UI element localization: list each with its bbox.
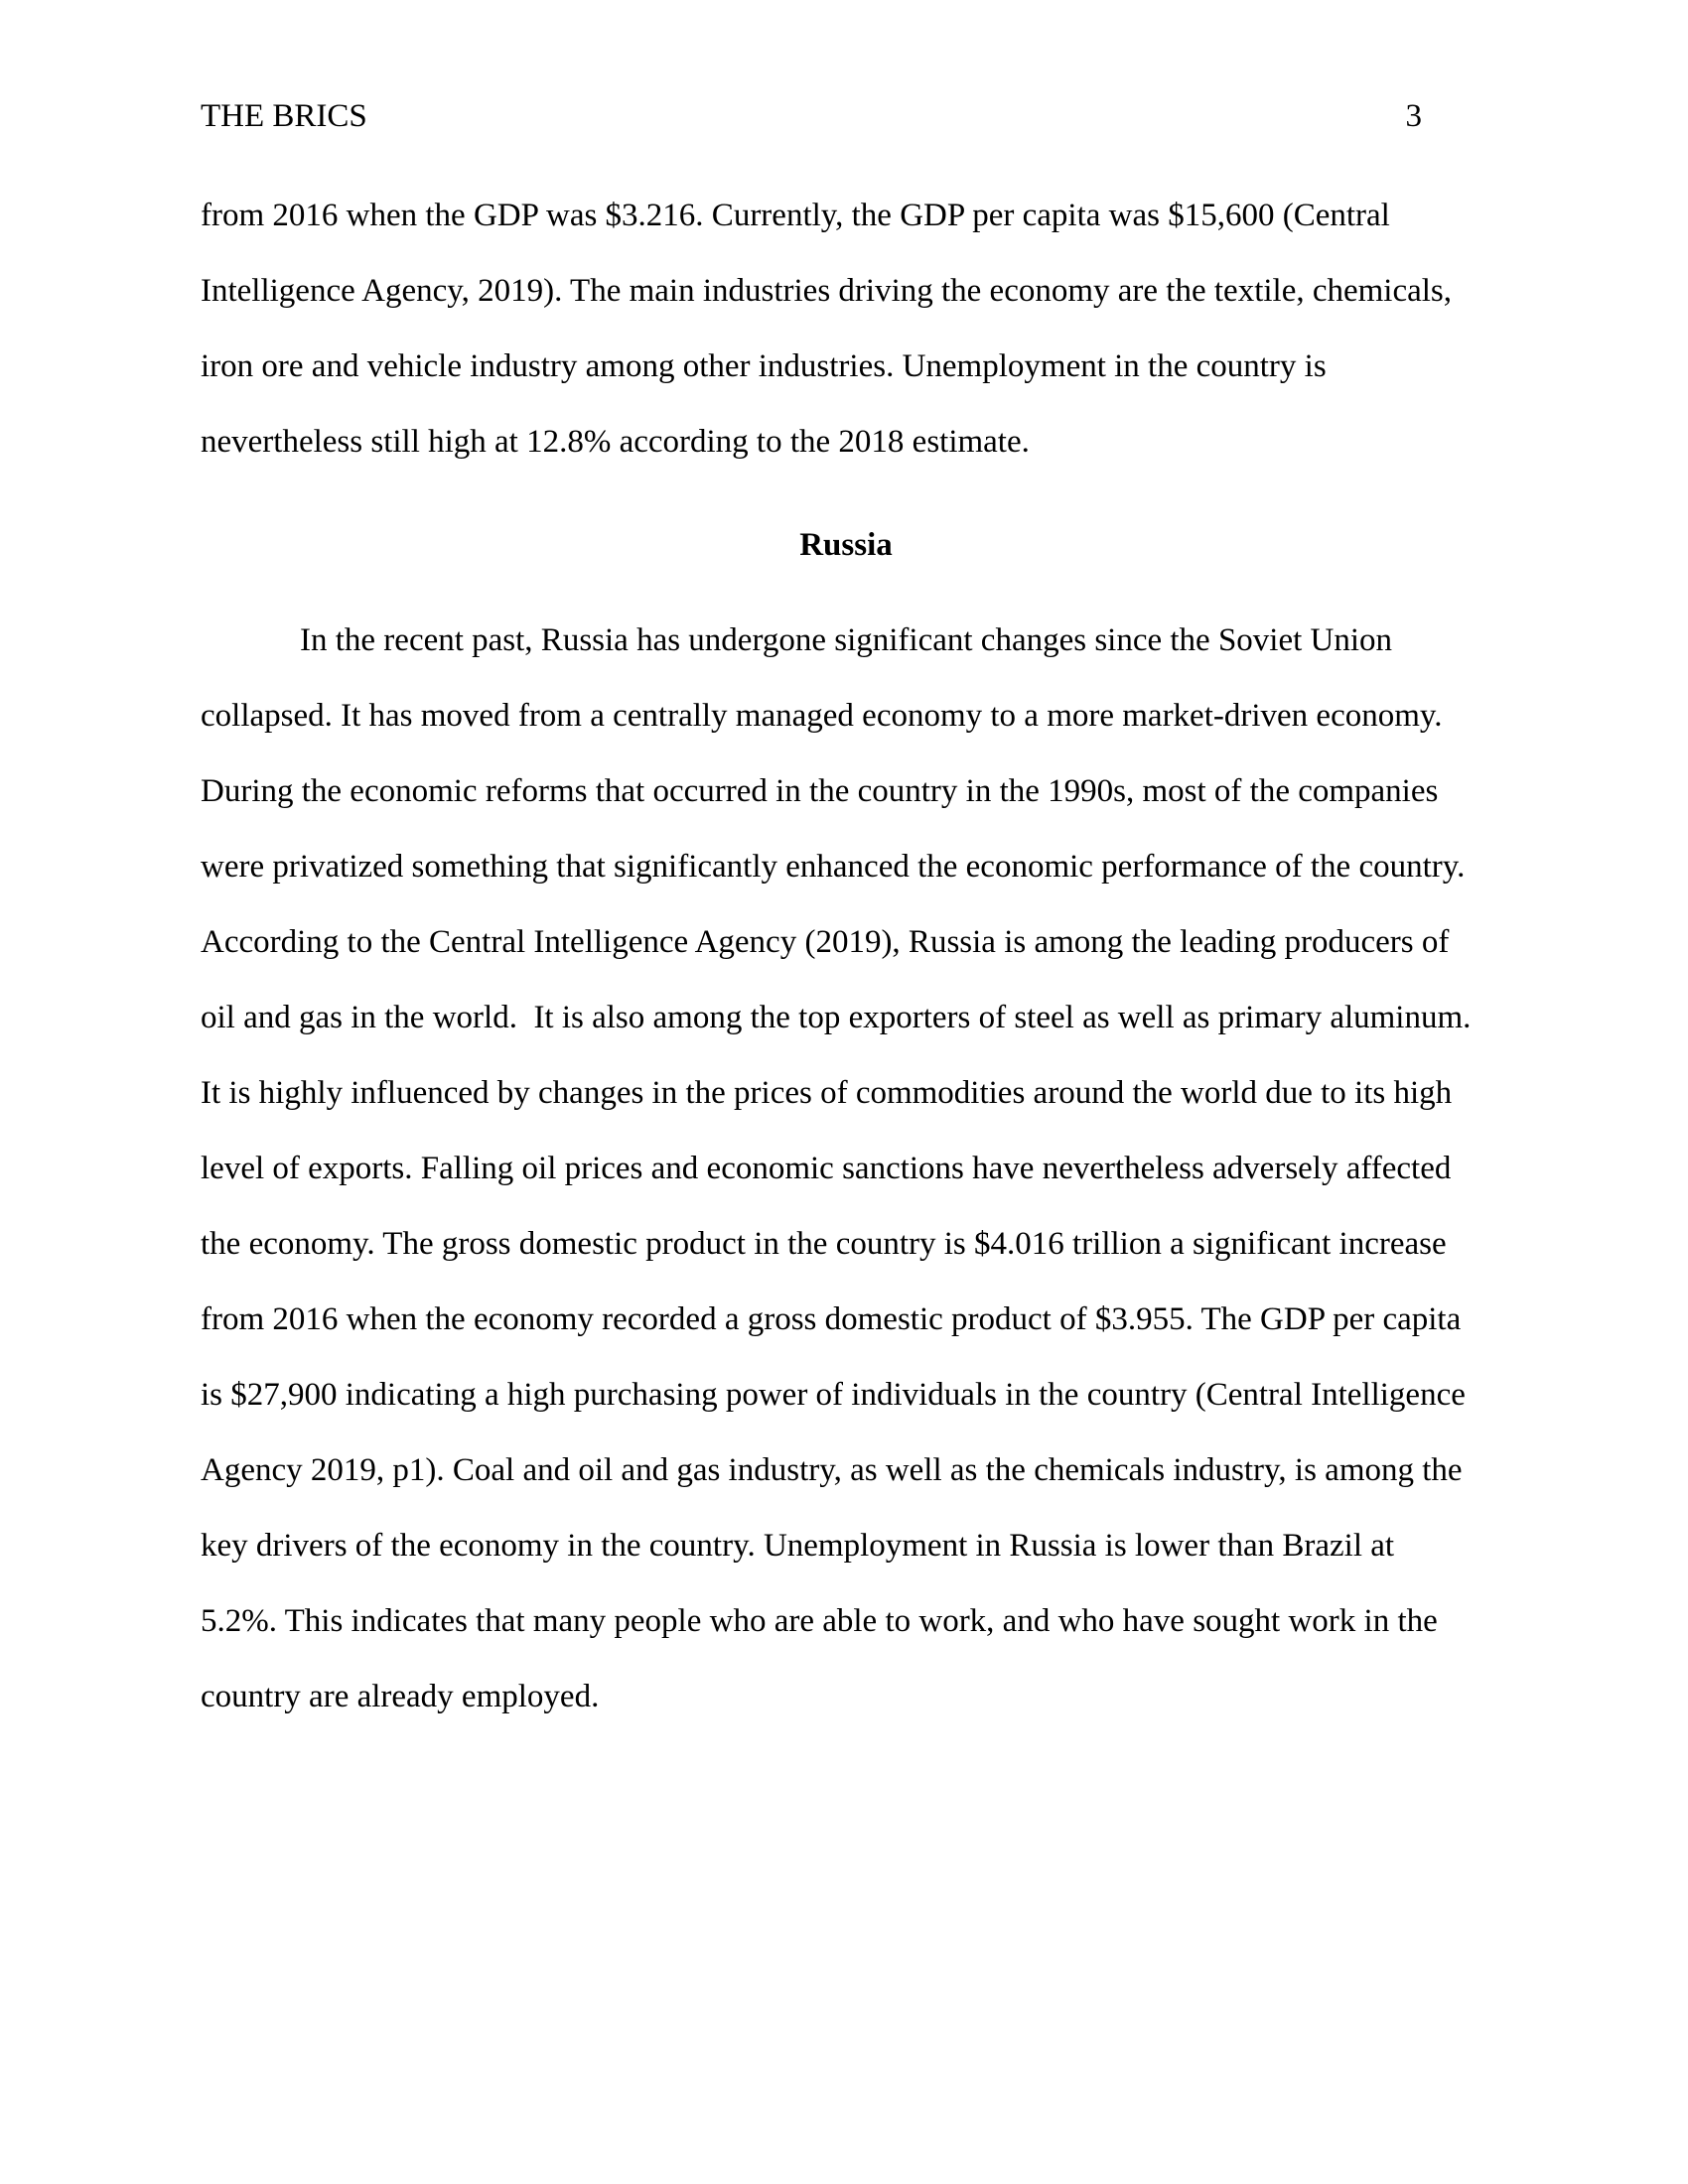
text-line: Agency 2019, p1). Coal and oil and gas industry, as well as the chemicals industry, is among the	[201, 1452, 1463, 1488]
page-number: 3	[1405, 98, 1422, 134]
text-line: key drivers of the economy in the country. Unemployment in Russia is lower than Brazil at	[201, 1528, 1395, 1564]
text-line: level of exports. Falling oil prices and economic sanctions have nevertheless adversely affected	[201, 1151, 1452, 1186]
text-line: oil and gas in the world. It is also among the top exporters of steel as well as primary aluminum.	[201, 1000, 1472, 1035]
document-body	[201, 178, 1491, 1734]
text-line: from 2016 when the economy recorded a gross domestic product of $3.955. The GDP per capita	[201, 1301, 1462, 1337]
section-heading-russia: Russia	[799, 527, 893, 563]
text-line: According to the Central Intelligence Agency (2019), Russia is among the leading producers of	[201, 924, 1450, 960]
text-line: Intelligence Agency, 2019). The main industries driving the economy are the textile, chemicals,	[201, 273, 1453, 309]
text-line: is $27,900 indicating a high purchasing power of individuals in the country (Central Intelligence	[201, 1377, 1466, 1413]
running-head: THE BRICS	[201, 98, 367, 134]
paragraph-brazil-continued	[201, 178, 1491, 479]
text-line: from 2016 when the GDP was $3.216. Currently, the GDP per capita was $15,600 (Central	[201, 198, 1390, 233]
paragraph-russia	[201, 603, 1491, 1734]
text-line: iron ore and vehicle industry among other industries. Unemployment in the country is	[201, 348, 1327, 384]
text-line: It is highly influenced by changes in the prices of commodities around the world due to its high	[201, 1075, 1453, 1111]
text-line: In the recent past, Russia has undergone significant changes since the Soviet Union	[300, 622, 1393, 658]
text-line: 5.2%. This indicates that many people who are able to work, and who have sought work in the	[201, 1603, 1438, 1639]
text-line: country are already employed.	[201, 1679, 600, 1714]
text-line: During the economic reforms that occurred in the country in the 1990s, most of the companies	[201, 773, 1439, 809]
text-line: were privatized something that significantly enhanced the economic performance of the country.	[201, 849, 1466, 885]
page-header	[201, 97, 1422, 135]
text-line: collapsed. It has moved from a centrally managed economy to a more market-driven economy.	[201, 698, 1443, 734]
text-line: nevertheless still high at 12.8% according to the 2018 estimate.	[201, 424, 1030, 460]
text-line: the economy. The gross domestic product in the country is $4.016 trillion a significant increase	[201, 1226, 1447, 1262]
